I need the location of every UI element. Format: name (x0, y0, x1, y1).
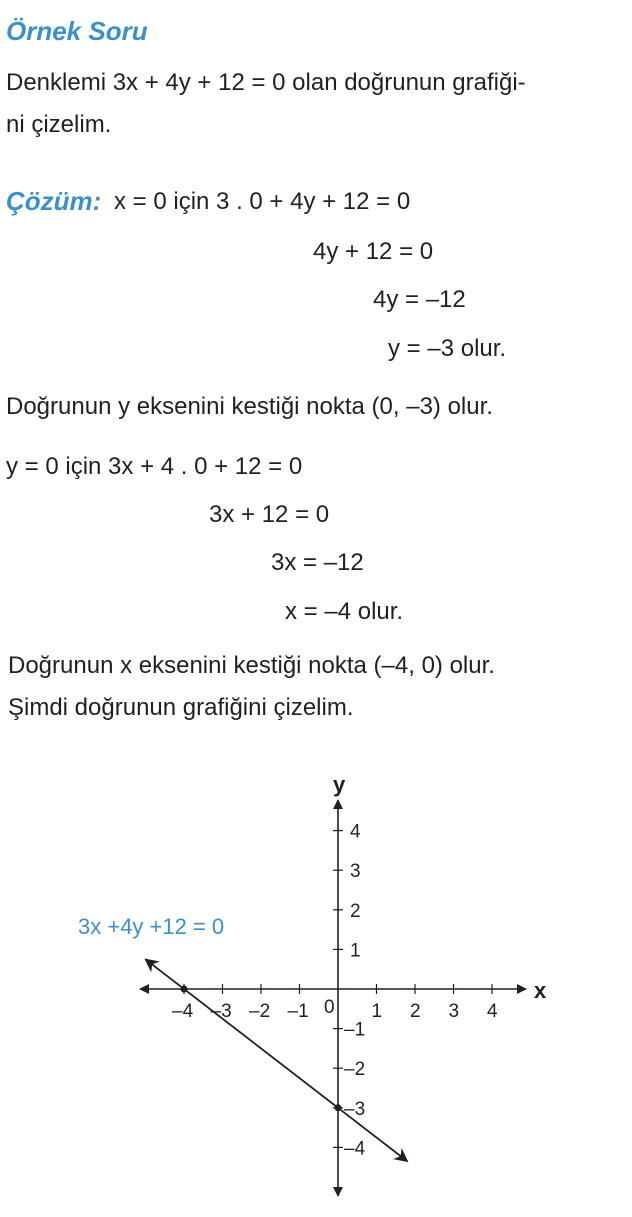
solution-step-6: 3x + 12 = 0 (209, 501, 330, 528)
y-tick-label: –3 (344, 1098, 366, 1120)
origin-label: 0 (324, 997, 335, 1018)
y-tick-label: 1 (350, 940, 361, 962)
equation-label: 3x +4y +12 = 0 (78, 914, 225, 939)
solution-step-7: 3x = –12 (271, 549, 364, 576)
x-tick-label: 3 (448, 1001, 460, 1022)
solution-step-1: x = 0 için 3 . 0 + 4y + 12 = 0 (114, 188, 411, 215)
y-tick-label: 3 (350, 861, 361, 883)
y-axis-label: y (333, 772, 346, 797)
y-tick-label: –2 (344, 1059, 366, 1081)
x-tick-label: –3 (210, 1001, 232, 1022)
y-intercept-text: Doğrunun y eksenini kestiği nokta (0, –3) olur. (6, 393, 493, 420)
question-line-2: ni çizelim. (6, 111, 112, 138)
x-tick-label: 2 (410, 1001, 421, 1022)
solution-step-3: 4y = –12 (373, 286, 466, 313)
x-tick-label: –1 (287, 1001, 309, 1022)
coordinate-graph (0, 750, 632, 1217)
y-tick-label: –1 (344, 1019, 366, 1041)
solution-step-5: y = 0 için 3x + 4 . 0 + 12 = 0 (6, 453, 303, 480)
example-heading: Örnek Soru (6, 16, 148, 46)
x-tick-label: –4 (172, 1001, 194, 1022)
solution-step-4: y = –3 olur. (388, 335, 507, 362)
solution-label: Çözüm: (6, 186, 102, 216)
x-axis-label: x (534, 978, 547, 1003)
intercept-point (181, 986, 188, 993)
x-intercept-text: Doğrunun x eksenini kestiği nokta (–4, 0) olur. (8, 652, 495, 679)
intercept-point (335, 1104, 342, 1111)
solution-step-2: 4y + 12 = 0 (313, 238, 434, 265)
question-line-1: Denklemi 3x + 4y + 12 = 0 olan doğrunun grafiği- (6, 69, 526, 96)
x-tick-label: 1 (371, 1001, 383, 1022)
draw-instruction-text: Şimdi doğrunun grafiğini çizelim. (8, 694, 354, 721)
y-tick-label: 2 (350, 900, 361, 922)
y-tick-label: 4 (350, 821, 361, 843)
x-tick-label: 4 (487, 1001, 498, 1022)
solution-step-8: x = –4 olur. (285, 598, 404, 625)
y-tick-label: –4 (344, 1138, 366, 1160)
x-tick-label: –2 (249, 1001, 271, 1022)
